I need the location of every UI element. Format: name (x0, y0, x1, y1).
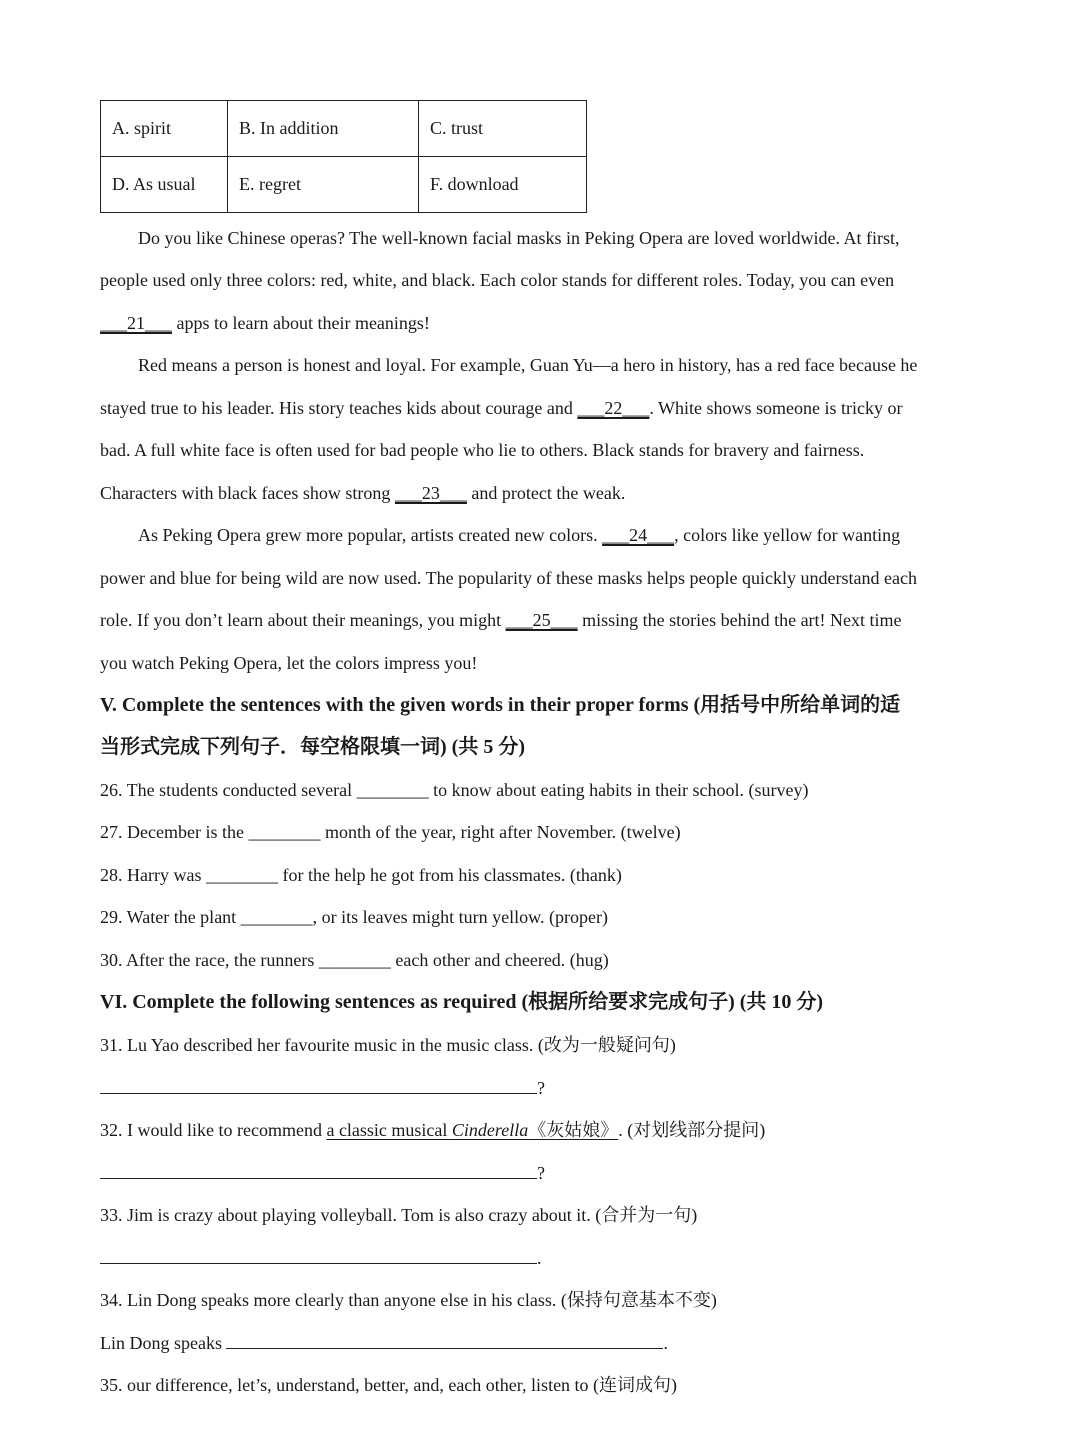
answer-line-32[interactable]: ? (100, 1160, 545, 1185)
answer-line-33[interactable]: . (100, 1245, 542, 1270)
passage-line: ___21___ apps to learn about their meanings! (100, 313, 430, 333)
blank-24[interactable]: ___24___ (602, 525, 675, 545)
option-d: D. As usual (101, 157, 228, 213)
blank-22[interactable]: ___22___ (577, 398, 650, 418)
passage-line: stayed true to his leader. His story teaches kids about courage and ___22___. White shows someone is tricky or (100, 398, 903, 418)
passage-line: As Peking Opera grew more popular, artists created new colors. ___24___, colors like yellow for wanting (138, 525, 901, 545)
question-29: 29. Water the plant ________, or its leaves might turn yellow. (proper) (100, 907, 608, 927)
blank-21[interactable]: ___21___ (100, 313, 172, 333)
passage-line: Do you like Chinese operas? The well-known facial masks in Peking Opera are loved worldwide. At first, (138, 228, 900, 248)
passage-line: Red means a person is honest and loyal. For example, Guan Yu—a hero in history, has a red face because he (138, 355, 918, 375)
passage-line: you watch Peking Opera, let the colors impress you! (100, 653, 478, 673)
option-a: A. spirit (101, 101, 228, 157)
question-34: 34. Lin Dong speaks more clearly than anyone else in his class. (保持句意基本不变) (100, 1290, 717, 1310)
section-vi-heading: VI. Complete the following sentences as required (根据所给要求完成句子) (共 10 分) (100, 991, 824, 1013)
passage-line: power and blue for being wild are now used. The popularity of these masks helps people quickly understand each (100, 568, 917, 588)
answer-line-31[interactable]: ? (100, 1075, 545, 1100)
blank-25[interactable]: ___25___ (505, 610, 578, 630)
question-35: 35. our difference, let’s, understand, better, and, each other, listen to (连词成句) (100, 1375, 678, 1395)
question-32: 32. I would like to recommend a classic musical Cinderella《灰姑娘》. (对划线部分提问) (100, 1120, 766, 1140)
option-c: C. trust (419, 101, 587, 157)
passage-line: role. If you don’t learn about their meanings, you might ___25___ missing the stories behind the art! Next time (100, 610, 902, 630)
question-30: 30. After the race, the runners ________ each other and cheered. (hug) (100, 950, 609, 970)
passage-line: bad. A full white face is often used for bad people who lie to others. Black stands for bravery and fairness. (100, 440, 865, 460)
section-v-heading: V. Complete the sentences with the given words in their proper forms (用括号中所给单词的适 (100, 694, 901, 716)
question-28: 28. Harry was ________ for the help he got from his classmates. (thank) (100, 865, 622, 885)
options-row (101, 157, 587, 213)
blank-23[interactable]: ___23___ (394, 483, 467, 503)
word-options-table (100, 100, 587, 213)
section-v-heading: 当形式完成下列句子．每空格限填一词) (共 5 分) (100, 736, 525, 758)
question-27: 27. December is the ________ month of the year, right after November. (twelve) (100, 822, 681, 842)
question-31: 31. Lu Yao described her favourite music in the music class. (改为一般疑问句) (100, 1035, 676, 1055)
option-e: E. regret (228, 157, 419, 213)
option-b: B. In addition (228, 101, 419, 157)
passage-line: people used only three colors: red, white, and black. Each color stands for different roles. Today, you can even (100, 270, 895, 290)
option-f: F. download (419, 157, 587, 213)
passage-line: Characters with black faces show strong ___23___ and protect the weak. (100, 483, 626, 503)
options-row (101, 101, 587, 157)
question-26: 26. The students conducted several ________ to know about eating habits in their school. (survey) (100, 780, 809, 800)
answer-line-34[interactable]: Lin Dong speaks . (100, 1330, 668, 1355)
question-33: 33. Jim is crazy about playing volleyball. Tom is also crazy about it. (合并为一句) (100, 1205, 698, 1225)
